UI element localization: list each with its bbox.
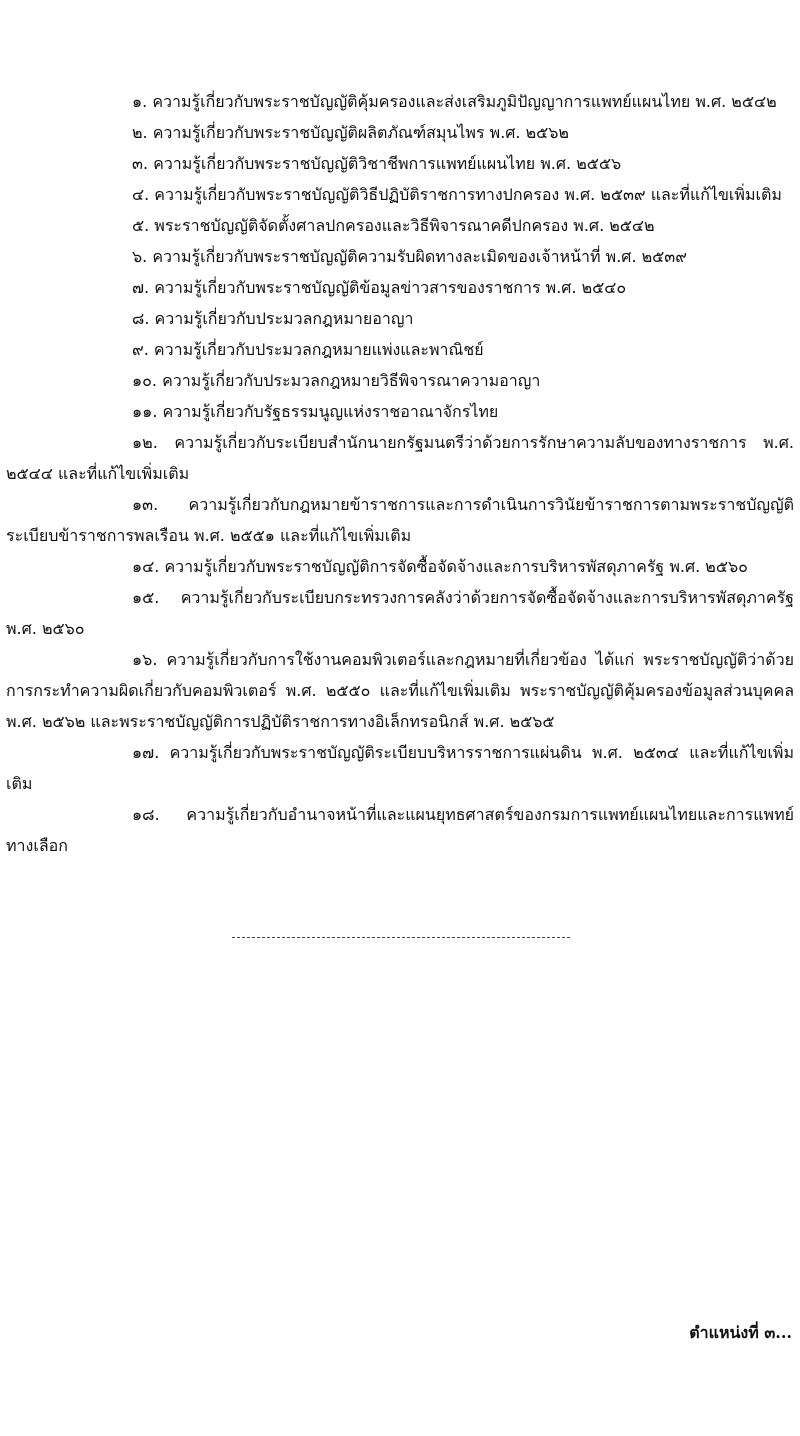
list-item: ๑๒. ความรู้เกี่ยวกับระเบียบสำนักนายกรัฐมนตรีว่าด้วยการรักษาความลับของทางราชการ พ.ศ. ๒๕๔๔ และที่แก้ไขเพิ่มเติม: [6, 433, 794, 483]
list-item: ๔. ความรู้เกี่ยวกับพระราชบัญญัติวิธีปฏิบัติราชการทางปกครอง พ.ศ. ๒๕๓๙ และที่แก้ไขเพิ่มเติม: [132, 185, 782, 204]
list-item: ๑๔. ความรู้เกี่ยวกับพระราชบัญญัติการจัดซื้อจัดจ้างและการบริหารพัสดุภาครัฐ พ.ศ. ๒๕๖๐: [132, 557, 748, 576]
list-item: ๘. ความรู้เกี่ยวกับประมวลกฎหมายอาญา: [132, 309, 414, 328]
list-item: ๑๘. ความรู้เกี่ยวกับอำนาจหน้าที่และแผนยุทธศาสตร์ของกรมการแพทย์แผนไทยและการแพทย์ทางเลือก: [6, 805, 794, 855]
list-item: ๑๕. ความรู้เกี่ยวกับระเบียบกระทรวงการคลังว่าด้วยการจัดซื้อจัดจ้างและการบริหารพัสดุภาครัฐ พ.ศ. ๒๕๖๐: [6, 588, 794, 638]
list-item: ๑๑. ความรู้เกี่ยวกับรัฐธรรมนูญแห่งราชอาณาจักรไทย: [132, 402, 499, 421]
section-divider: [232, 937, 570, 938]
list-item: ๓. ความรู้เกี่ยวกับพระราชบัญญัติวิชาชีพการแพทย์แผนไทย พ.ศ. ๒๕๕๖: [132, 154, 622, 173]
list-item: ๑๗. ความรู้เกี่ยวกับพระราชบัญญัติระเบียบบริหารราชการแผ่นดิน พ.ศ. ๒๕๓๔ และที่แก้ไขเพิ่มเติม: [6, 743, 794, 793]
list-item: ๑๐. ความรู้เกี่ยวกับประมวลกฎหมายวิธีพิจารณาความอาญา: [132, 371, 541, 390]
list-item: ๒. ความรู้เกี่ยวกับพระราชบัญญัติผลิตภัณฑ์สมุนไพร พ.ศ. ๒๕๖๒: [132, 123, 569, 142]
list-item: ๗. ความรู้เกี่ยวกับพระราชบัญญัติข้อมูลข่าวสารของราชการ พ.ศ. ๒๕๔๐: [132, 278, 627, 297]
list-item: ๑๓. ความรู้เกี่ยวกับกฎหมายข้าราชการและการดำเนินการวินัยข้าราชการตามพระราชบัญญัติระเบียบข้าราชการพลเรือน พ.ศ. ๒๕๕๑ และที่แก้ไขเพิ่มเติม: [6, 495, 794, 545]
list-item: ๑๖. ความรู้เกี่ยวกับการใช้งานคอมพิวเตอร์และกฎหมายที่เกี่ยวข้อง ได้แก่ พระราชบัญญัติว่าด้วยการกระทำความผิดเกี่ยวกับคอมพิวเตอร์ พ.ศ. ๒๕๕๐ และที่แก้ไขเพิ่มเติม พระราชบัญญัติคุ้มครองข้อมูลส่วนบุคคล พ.ศ. ๒๕๖๒ และพระราชบัญญัติการปฏิบัติราชการทางอิเล็กทรอนิกส์ พ.ศ. ๒๕๖๕: [6, 650, 794, 731]
list-item: ๖. ความรู้เกี่ยวกับพระราชบัญญัติความรับผิดทางละเมิดของเจ้าหน้าที่ พ.ศ. ๒๕๓๙: [132, 247, 687, 266]
list-item: ๙. ความรู้เกี่ยวกับประมวลกฎหมายแพ่งและพาณิชย์: [132, 340, 484, 359]
page-continuation-label: ตำแหน่งที่ ๓...: [689, 1323, 792, 1342]
list-item: ๑. ความรู้เกี่ยวกับพระราชบัญญัติคุ้มครองและส่งเสริมภูมิปัญญาการแพทย์แผนไทย พ.ศ. ๒๕๔๒: [132, 92, 777, 111]
list-item: ๕. พระราชบัญญัติจัดตั้งศาลปกครองและวิธีพิจารณาคดีปกครอง พ.ศ. ๒๕๔๒: [132, 216, 655, 235]
knowledge-topic-list: [6, 86, 794, 861]
